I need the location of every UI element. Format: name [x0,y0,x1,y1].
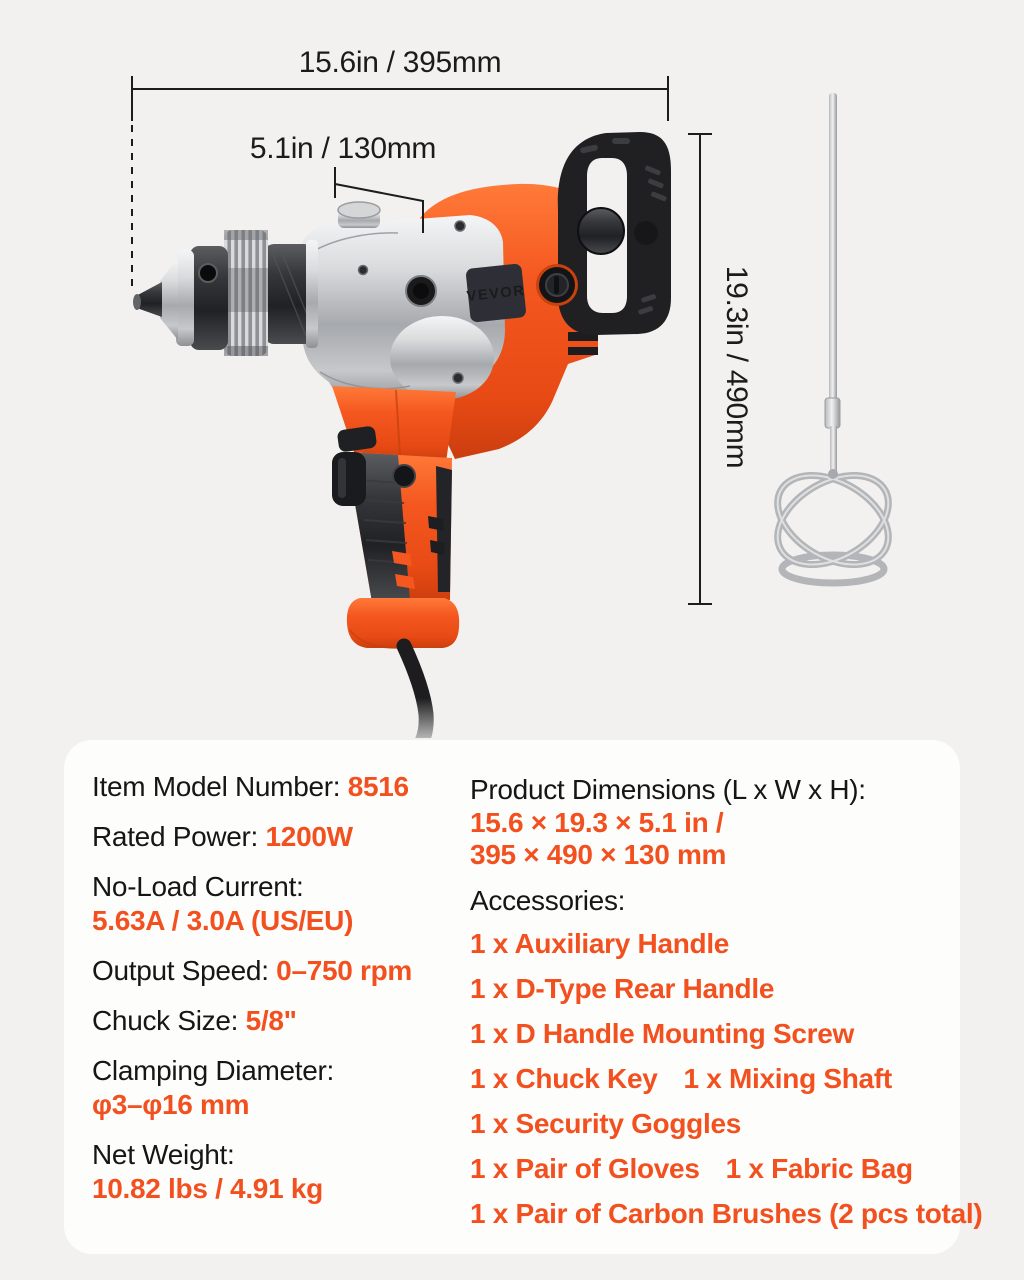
chuck-image [133,230,318,356]
spec-item: Clamping Diameter: φ3–φ16 mm [92,1055,335,1120]
accessory-item: 1 x Auxiliary Handle [470,928,730,959]
brand-logo-text: VEVOR [466,282,527,306]
spec-item: Rated Power: 1200W [92,821,353,852]
accessory-item: 1 x Security Goggles [470,1108,741,1139]
drill-body-image [133,132,671,738]
grip-image [332,386,459,648]
accessory-item: 1 x Pair of Gloves 1 x Fabric Bag [470,1153,913,1184]
dimensions-label: Product Dimensions (L x W x H): [470,774,866,805]
brand-label-plate [464,263,528,323]
dimensions-spec [470,773,940,871]
accessory-item: 1 x D-Type Rear Handle [470,973,775,1004]
spec-list-left [92,770,452,1222]
brush-cap-image [536,264,578,306]
spec-list-right [470,773,983,1242]
spec-item: Output Speed: 0–750 rpm [92,955,413,986]
spec-item: Chuck Size: 5/8" [92,1005,297,1036]
gear-width-dimension-label: 5.1in / 130mm [249,132,437,165]
height-dimension-label: 19.3in / 490mm [720,265,753,469]
dimensions-value: 15.6 × 19.3 × 5.1 in / 395 × 490 × 130 mm [470,807,727,870]
accessory-item: 1 x Pair of Carbon Brushes (2 pcs total) [470,1198,983,1229]
accessory-item: 1 x D Handle Mounting Screw [470,1018,854,1049]
accessory-item: 1 x Chuck Key 1 x Mixing Shaft [470,1063,892,1094]
accessories-label: Accessories: [470,885,626,916]
mixing-shaft-image [762,93,904,583]
accessories-list [470,927,983,1231]
d-handle-image [558,132,671,335]
spec-item: Item Model Number: 8516 [92,771,409,802]
spec-panel [64,740,983,1254]
spec-item: Net Weight: 10.82 lbs / 4.91 kg [92,1139,323,1204]
spec-item: No-Load Current: 5.63A / 3.0A (US/EU) [92,871,354,936]
width-dimension-label: 15.6in / 395mm [298,46,502,79]
power-cable-image [386,646,476,738]
